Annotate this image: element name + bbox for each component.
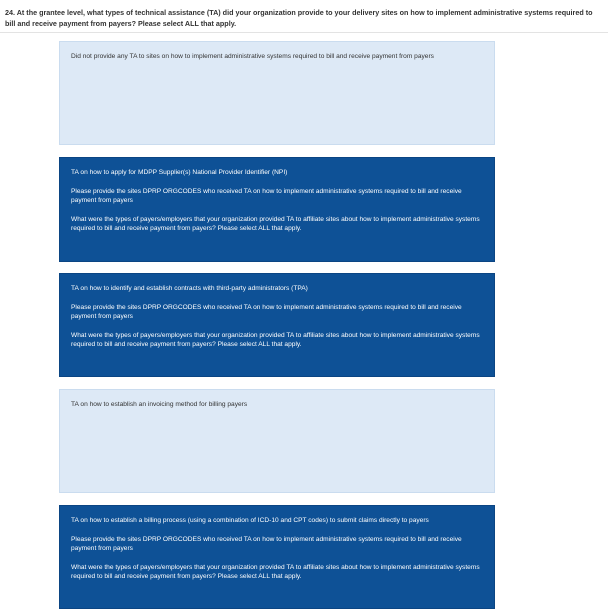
followup-orgcodes-prompt: Please provide the sites DPRP ORGCODES who received TA on how to implement administrative systems required to bill and receive payment from payers <box>71 303 462 321</box>
followup-payer-types-prompt: What were the types of payers/employers that your organization provided TA to affiliate sites about how to implement administrative systems required to bill and receive payment from payers? Please select ALL that apply. <box>71 215 480 233</box>
question-divider <box>0 32 608 33</box>
followup-orgcodes-prompt: Please provide the sites DPRP ORGCODES who received TA on how to implement administrative systems required to bill and receive payment from payers <box>71 187 462 205</box>
followup-payer-types-prompt: What were the types of payers/employers that your organization provided TA to affiliate sites about how to implement administrative systems required to bill and receive payment from payers? Please select ALL that apply. <box>71 563 480 581</box>
choice-no-ta[interactable] <box>59 41 495 145</box>
choice-label: TA on how to identify and establish contracts with third-party administrators (TPA) <box>71 285 308 292</box>
choice-label: TA on how to establish a billing process (using a combination of ICD-10 and CPT codes) to submit claims directly to payers <box>71 517 429 524</box>
followup-payer-types-prompt: What were the types of payers/employers that your organization provided TA to affiliate sites about how to implement administrative systems required to bill and receive payment from payers? Please select ALL that apply. <box>71 331 480 349</box>
choice-npi[interactable] <box>59 157 495 262</box>
choice-label: TA on how to establish an invoicing method for billing payers <box>71 401 248 408</box>
followup-orgcodes-prompt: Please provide the sites DPRP ORGCODES who received TA on how to implement administrative systems required to bill and receive payment from payers <box>71 535 462 553</box>
question-text: 24. At the grantee level, what types of technical assistance (TA) did your organization provide to your delivery sites on how to implement administrative systems required to bill and receive payment from payers? Please select ALL that apply. <box>5 8 593 28</box>
choice-invoicing[interactable] <box>59 389 495 493</box>
choice-billing-process[interactable] <box>59 505 495 609</box>
choice-label: Did not provide any TA to sites on how to implement administrative systems required to bill and receive payment from payers <box>71 53 434 60</box>
choice-tpa[interactable] <box>59 273 495 377</box>
choice-label: TA on how to apply for MDPP Supplier(s) National Provider Identifier (NPI) <box>71 169 288 176</box>
